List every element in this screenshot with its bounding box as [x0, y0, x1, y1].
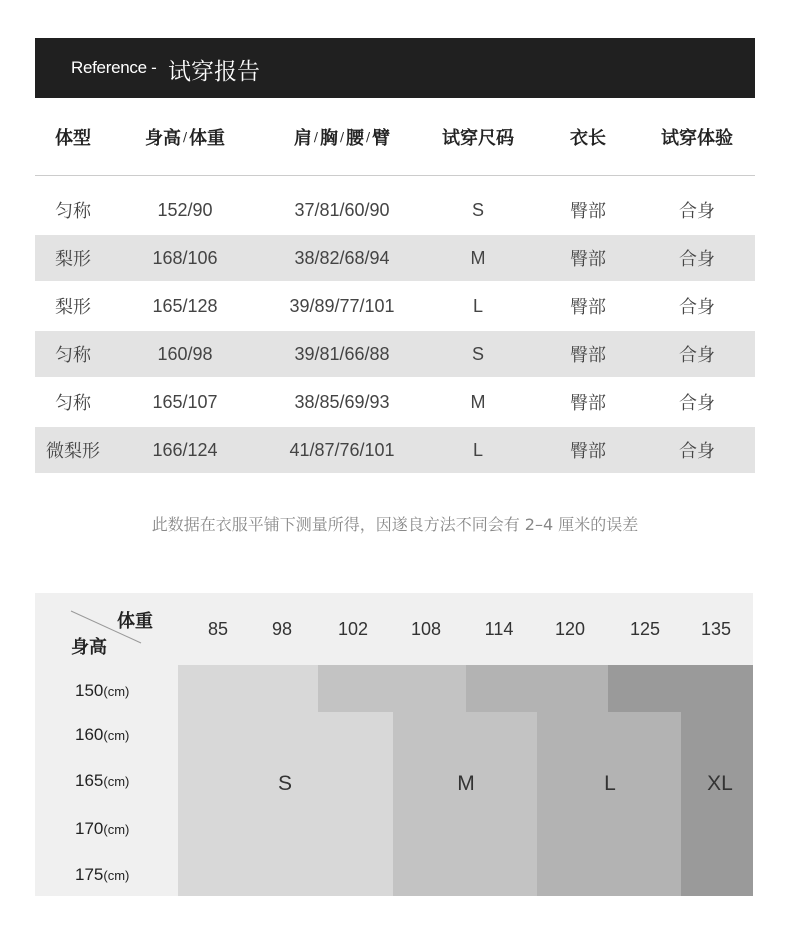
- cell-size: L: [472, 439, 483, 460]
- weight-tick: 114: [484, 619, 514, 639]
- height-value: 170: [75, 819, 104, 838]
- weight-tick: 98: [271, 619, 293, 639]
- table-row: [35, 187, 755, 233]
- cell-height-weight: 165/107: [152, 391, 218, 412]
- report-banner: [35, 38, 755, 98]
- cell-height-weight: 152/90: [157, 199, 213, 220]
- cell-length: 臀部: [570, 201, 606, 222]
- cell-body-type: 匀称: [55, 393, 91, 414]
- cell-height-weight: 165/128: [152, 295, 218, 316]
- cell-size: L: [472, 295, 483, 316]
- cell-fit: 合身: [679, 297, 715, 318]
- weight-tick: 125: [629, 619, 661, 639]
- header-measurements: [262, 117, 422, 157]
- header-hip: 臂: [372, 128, 391, 149]
- height-tick: [75, 681, 129, 701]
- header-separator: /: [339, 130, 345, 144]
- weight-tick: 108: [410, 619, 442, 639]
- cell-length: 臀部: [570, 297, 606, 318]
- size-region-xl: [681, 712, 753, 896]
- header-separator: /: [182, 130, 188, 144]
- size-region-m: [393, 712, 537, 896]
- height-tick: [75, 865, 129, 885]
- size-region-l: [537, 712, 681, 896]
- header-separator: /: [366, 130, 371, 144]
- height-unit: (cm): [103, 684, 130, 699]
- table-row: [35, 379, 755, 425]
- cell-body-type: 梨形: [55, 297, 91, 318]
- cell-size: S: [471, 199, 484, 220]
- corner-weight-label: 体重: [117, 611, 153, 632]
- cell-size: S: [471, 343, 484, 364]
- cell-height-weight: 168/106: [152, 247, 218, 268]
- size-region-xl: [608, 665, 753, 712]
- height-value: 160: [75, 725, 104, 744]
- size-label-xl: XL: [707, 772, 733, 795]
- cell-size: M: [470, 391, 486, 412]
- cell-length: 臀部: [570, 441, 606, 462]
- cell-fit: 合身: [679, 393, 715, 414]
- cell-fit: 合身: [679, 441, 715, 462]
- header-waist: 腰: [346, 128, 365, 149]
- height-value: 175: [75, 865, 104, 884]
- header-divider: [35, 175, 755, 176]
- table-row: [35, 283, 755, 329]
- cell-measurements: 37/81/60/90: [294, 199, 390, 220]
- cell-body-type: 匀称: [55, 201, 91, 222]
- cell-measurements: 38/82/68/94: [294, 247, 390, 268]
- cell-measurements: 38/85/69/93: [294, 391, 390, 412]
- height-tick: [75, 819, 129, 839]
- height-tick: [75, 771, 129, 791]
- cell-measurements: 39/81/66/88: [294, 343, 390, 364]
- size-label-l: L: [604, 772, 616, 795]
- size-region-l: [466, 665, 608, 712]
- height-value: 150: [75, 681, 104, 700]
- height-value: 165: [75, 771, 104, 790]
- height-unit: (cm): [103, 868, 130, 883]
- cell-length: 臀部: [570, 249, 606, 270]
- cell-measurements: 39/89/77/101: [289, 295, 395, 316]
- header-fit-experience: 试穿体验: [661, 128, 733, 149]
- header-height-weight: [125, 117, 245, 157]
- height-unit: (cm): [103, 728, 130, 743]
- weight-tick: 102: [337, 619, 369, 639]
- cell-body-type: 梨形: [55, 249, 91, 270]
- height-unit: (cm): [103, 822, 130, 837]
- header-tried-size: 试穿尺码: [442, 128, 514, 149]
- table-row: [35, 427, 755, 473]
- height-tick: [75, 725, 129, 745]
- cell-length: 臀部: [570, 345, 606, 366]
- table-row: [35, 235, 755, 281]
- cell-fit: 合身: [679, 201, 715, 222]
- size-region-s: [178, 665, 318, 896]
- size-region-s: [318, 712, 393, 896]
- size-region-m: [318, 665, 466, 712]
- cell-body-type: 微梨形: [46, 441, 100, 462]
- header-height: 身高: [144, 128, 181, 149]
- header-weight: 体重: [189, 128, 226, 149]
- height-unit: (cm): [103, 774, 130, 789]
- cell-height-weight: 166/124: [152, 439, 218, 460]
- banner-chinese-title: 试穿报告: [168, 59, 260, 85]
- header-length: 衣长: [570, 128, 606, 149]
- table-row: [35, 331, 755, 377]
- cell-length: 臀部: [570, 393, 606, 414]
- cell-measurements: 41/87/76/101: [289, 439, 395, 460]
- cell-body-type: 匀称: [55, 345, 91, 366]
- cell-fit: 合身: [679, 249, 715, 270]
- header-chest: 胸: [319, 128, 338, 149]
- header-body-type: 体型: [55, 128, 91, 149]
- cell-size: M: [470, 247, 486, 268]
- cell-fit: 合身: [679, 345, 715, 366]
- weight-tick: 120: [554, 619, 586, 639]
- header-shoulder: 肩: [293, 128, 312, 149]
- corner-height-label: 身高: [71, 637, 107, 658]
- cell-height-weight: 160/98: [157, 343, 213, 364]
- measurement-note: 此数据在衣服平铺下测量所得，因遂良方法不同会有 2–4 厘米的误差: [151, 515, 639, 534]
- size-label-s: S: [277, 772, 293, 795]
- weight-tick: 135: [700, 619, 732, 639]
- header-separator: /: [313, 130, 318, 144]
- weight-tick: 85: [207, 619, 229, 639]
- banner-english-title: Reference -: [71, 58, 157, 77]
- size-label-m: M: [457, 772, 475, 795]
- size-chart: [35, 593, 753, 896]
